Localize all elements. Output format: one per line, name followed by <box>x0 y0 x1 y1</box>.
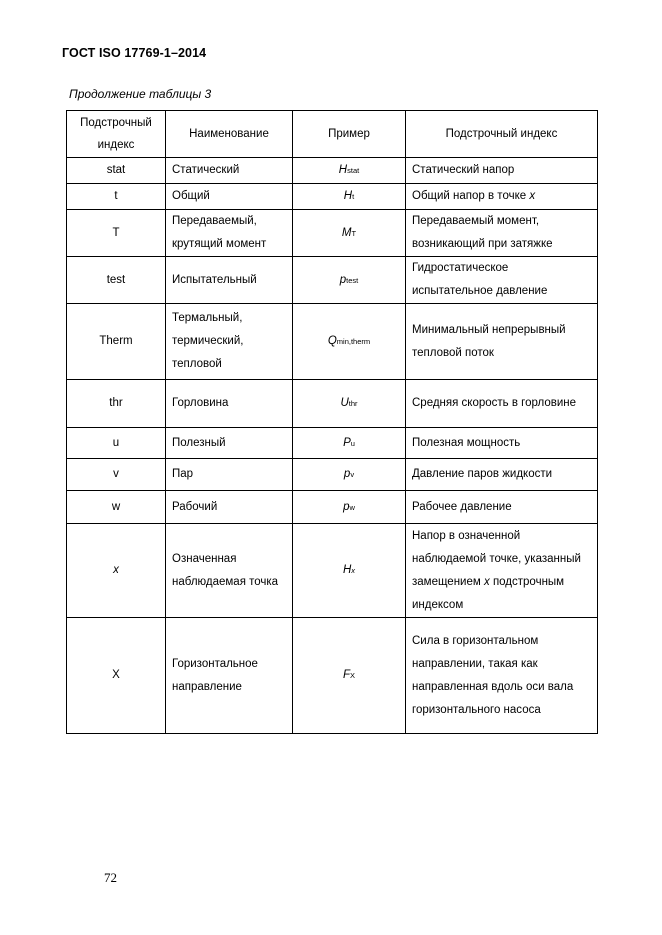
table-row <box>67 184 598 210</box>
cell-description <box>406 524 598 618</box>
description-text: Общий напор в точке <box>412 190 527 202</box>
example-symbol: U <box>340 397 349 409</box>
example-subscript: stat <box>347 166 360 175</box>
cell-description: Полезная мощность <box>406 428 598 459</box>
table-row <box>67 459 598 491</box>
cell-index: x <box>67 524 166 618</box>
example-symbol: Q <box>327 335 337 347</box>
cell-index: w <box>67 491 166 524</box>
table-header-row <box>67 111 598 158</box>
cell-description: Минимальный непрерывный тепловой поток <box>406 304 598 380</box>
example-symbol: p <box>343 500 350 513</box>
cell-name: Статический <box>166 158 293 184</box>
table-caption: Продолжение таблицы 3 <box>69 87 212 101</box>
page-number: 72 <box>104 870 117 885</box>
cell-name: Общий <box>166 184 293 210</box>
cell-name: Рабочий <box>166 491 293 524</box>
cell-index: Therm <box>67 304 166 380</box>
cell-name: Полезный <box>166 428 293 459</box>
cell-example <box>293 257 406 304</box>
example-subscript: thr <box>348 399 358 408</box>
description-italic-symbol: x <box>529 190 536 202</box>
example-symbol: H <box>342 564 352 576</box>
example-symbol: H <box>343 190 353 202</box>
cell-example <box>293 459 406 491</box>
example-subscript: w <box>349 502 355 512</box>
cell-index: X <box>67 618 166 734</box>
column-header-index: Подстрочный индекс <box>67 111 166 158</box>
description-text-tail: подстрочным индексом <box>412 575 565 611</box>
table-row <box>67 428 598 459</box>
cell-example <box>293 184 406 210</box>
example-subscript: v <box>350 470 355 479</box>
table-row <box>67 380 598 428</box>
cell-name: Горизонтальное направление <box>166 618 293 734</box>
description-italic-symbol: x <box>483 575 490 588</box>
cell-name: Горловина <box>166 380 293 428</box>
cell-index: t <box>67 184 166 210</box>
cell-example <box>293 491 406 524</box>
cell-index: T <box>67 210 166 257</box>
table-row <box>67 158 598 184</box>
cell-index: thr <box>67 380 166 428</box>
cell-example <box>293 210 406 257</box>
cell-example <box>293 158 406 184</box>
example-symbol: F <box>342 669 350 681</box>
example-subscript: test <box>346 275 359 285</box>
cell-example <box>293 524 406 618</box>
cell-index: u <box>67 428 166 459</box>
cell-description: Передаваемый момент, возникающий при затяжке <box>406 210 598 257</box>
cell-example <box>293 428 406 459</box>
example-subscript: X <box>350 671 356 680</box>
document-code-header: ГОСТ ISO 17769-1–2014 <box>62 46 207 60</box>
column-header-description: Подстрочный индекс <box>406 111 598 158</box>
cell-index: stat <box>67 158 166 184</box>
cell-name: Означенная наблюдаемая точка <box>166 524 293 618</box>
cell-name: Пар <box>166 459 293 491</box>
table-row <box>67 491 598 524</box>
cell-name: Термальный, термический, тепловой <box>166 304 293 380</box>
example-symbol: p <box>339 273 347 286</box>
cell-description: Сила в горизонтальном направлении, такая как направленная вдоль оси вала горизонтального насоса <box>406 618 598 734</box>
example-subscript: u <box>350 438 355 448</box>
column-header-example: Пример <box>293 111 406 158</box>
cell-name: Передаваемый, крутящий момент <box>166 210 293 257</box>
cell-example <box>293 618 406 734</box>
cell-index: test <box>67 257 166 304</box>
cell-example <box>293 304 406 380</box>
table-row <box>67 210 598 257</box>
cell-name: Испытательный <box>166 257 293 304</box>
description-text: Напор в означенной наблюдаемой точке, указанный замещением <box>412 529 581 588</box>
table-row <box>67 257 598 304</box>
cell-description <box>406 184 598 210</box>
cell-description: Средняя скорость в горловине <box>406 380 598 428</box>
cell-description: Гидростатическое испытательное давление <box>406 257 598 304</box>
cell-index: v <box>67 459 166 491</box>
example-subscript: x <box>351 566 356 575</box>
table-row <box>67 524 598 618</box>
example-symbol: H <box>338 164 348 176</box>
cell-description: Статический напор <box>406 158 598 184</box>
example-symbol: P <box>343 436 351 449</box>
cell-description: Давление паров жидкости <box>406 459 598 491</box>
subscript-table <box>66 110 598 734</box>
cell-example <box>293 380 406 428</box>
column-header-name: Наименование <box>166 111 293 158</box>
cell-description: Рабочее давление <box>406 491 598 524</box>
example-subscript: t <box>352 192 355 201</box>
example-subscript: min,therm <box>336 337 371 346</box>
example-symbol: p <box>343 468 351 480</box>
table-row <box>67 304 598 380</box>
example-symbol: M <box>341 226 352 239</box>
table-row <box>67 618 598 734</box>
example-subscript: T <box>351 228 357 238</box>
